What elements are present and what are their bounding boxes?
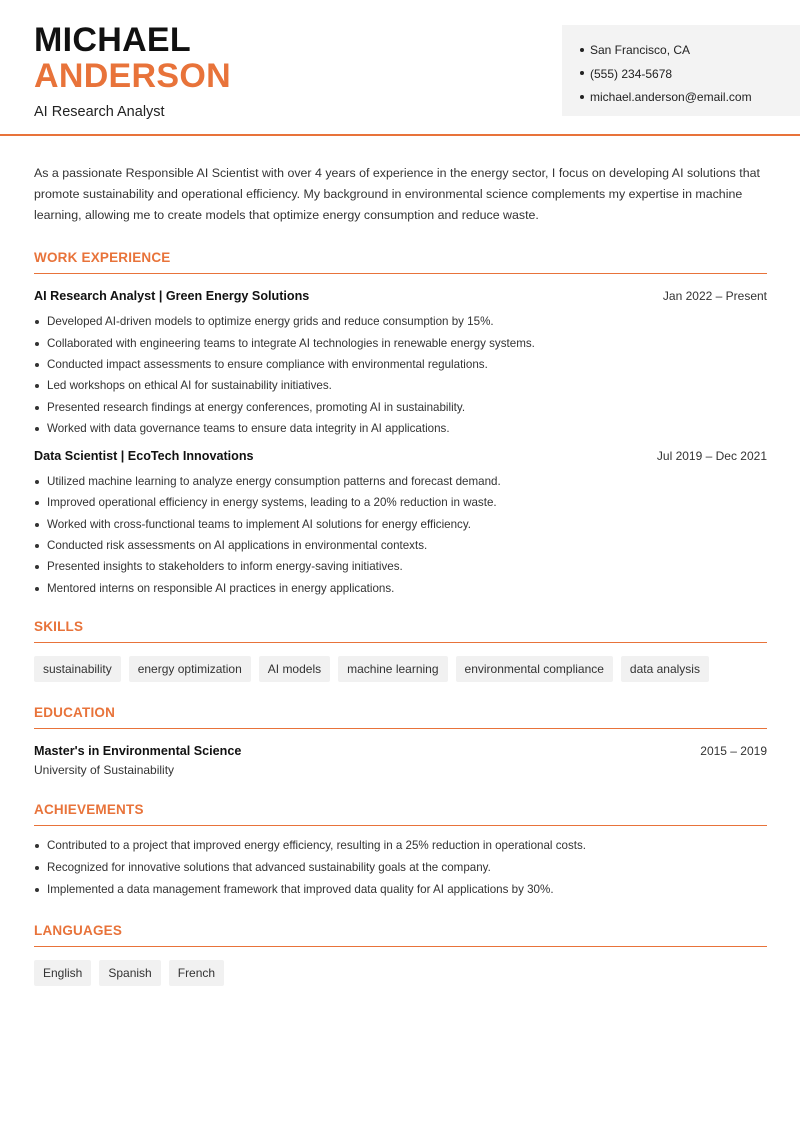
achievements-section	[34, 802, 767, 901]
section-title-languages: LANGUAGES	[34, 923, 767, 947]
achievements-list	[34, 835, 767, 901]
list-item: Worked with data governance teams to ensure data integrity in AI applications.	[34, 418, 767, 439]
skill-tag: data analysis	[621, 656, 709, 682]
skill-tag: sustainability	[34, 656, 121, 682]
section-title-education: EDUCATION	[34, 705, 767, 729]
email-text: michael.anderson@email.com	[590, 90, 752, 104]
last-name: ANDERSON	[34, 57, 231, 95]
language-tags	[34, 960, 767, 986]
list-item: Collaborated with engineering teams to integrate AI technologies in renewable energy systems.	[34, 333, 767, 354]
skills-tags	[34, 656, 767, 682]
list-item: Conducted risk assessments on AI applications in environmental contexts.	[34, 535, 767, 556]
language-tag: English	[34, 960, 91, 986]
section-title-achievements: ACHIEVEMENTS	[34, 802, 767, 826]
skill-tag: AI models	[259, 656, 330, 682]
skill-tag: environmental compliance	[456, 656, 613, 682]
contact-location	[580, 39, 800, 63]
job-entry	[34, 289, 767, 439]
bullet-icon	[580, 95, 584, 99]
skill-tag: energy optimization	[129, 656, 251, 682]
job-role: Data Scientist | EcoTech Innovations	[34, 449, 254, 464]
list-item: Led workshops on ethical AI for sustainability initiatives.	[34, 375, 767, 396]
job-header	[34, 449, 767, 463]
job-header	[34, 289, 767, 303]
skills-section	[34, 619, 767, 682]
list-item: Presented insights to stakeholders to inform energy-saving initiatives.	[34, 556, 767, 577]
resume-content	[34, 163, 767, 986]
location-text: San Francisco, CA	[590, 43, 691, 57]
education-header	[34, 744, 767, 758]
summary: As a passionate Responsible AI Scientist with over 4 years of experience in the energy sector, I focus on developing AI solutions that promote sustainability and operational efficiency. My background in environmental science complements my expertise in machine learning, allowing me to create models that optimize energy consumption and reduce waste.	[34, 166, 760, 222]
education-dates: 2015 – 2019	[700, 743, 767, 758]
languages-section	[34, 923, 767, 986]
list-item: Recognized for innovative solutions that advanced sustainability goals at the company.	[34, 857, 767, 879]
phone-text: (555) 234-5678	[590, 66, 673, 81]
job-bullets	[34, 311, 767, 439]
first-name: MICHAEL	[34, 21, 191, 59]
section-title-skills: SKILLS	[34, 619, 767, 643]
job-dates: Jan 2022 – Present	[662, 289, 767, 304]
list-item: Implemented a data management framework that improved data quality for AI applications by 30%.	[34, 879, 767, 901]
work-section	[34, 250, 767, 599]
skill-tag: machine learning	[338, 656, 447, 682]
list-item: Utilized machine learning to analyze energy consumption patterns and forecast demand.	[34, 471, 767, 492]
contact-phone	[580, 63, 800, 87]
list-item: Contributed to a project that improved energy efficiency, resulting in a 25% reduction in operational costs.	[34, 835, 767, 857]
section-title-work: WORK EXPERIENCE	[34, 250, 767, 274]
list-item: Improved operational efficiency in energy systems, leading to a 20% reduction in waste.	[34, 492, 767, 513]
school: University of Sustainability	[34, 762, 175, 777]
contact-email	[580, 86, 800, 110]
resume-header	[0, 0, 800, 136]
education-section	[34, 705, 767, 777]
job-title: AI Research Analyst	[34, 104, 165, 120]
job-role: AI Research Analyst | Green Energy Solutions	[34, 289, 310, 304]
list-item: Developed AI-driven models to optimize energy grids and reduce consumption by 15%.	[34, 311, 767, 332]
list-item: Worked with cross-functional teams to implement AI solutions for energy efficiency.	[34, 514, 767, 535]
language-tag: Spanish	[99, 960, 160, 986]
bullet-icon	[580, 71, 584, 75]
job-entry	[34, 449, 767, 599]
list-item: Mentored interns on responsible AI practices in energy applications.	[34, 578, 767, 599]
contact-box	[562, 25, 800, 116]
degree: Master's in Environmental Science	[34, 743, 242, 758]
list-item: Presented research findings at energy conferences, promoting AI in sustainability.	[34, 397, 767, 418]
job-bullets	[34, 471, 767, 599]
bullet-icon	[580, 48, 584, 52]
job-dates: Jul 2019 – Dec 2021	[656, 449, 767, 464]
list-item: Conducted impact assessments to ensure compliance with environmental regulations.	[34, 354, 767, 375]
language-tag: French	[169, 960, 224, 986]
name-block	[34, 22, 231, 120]
